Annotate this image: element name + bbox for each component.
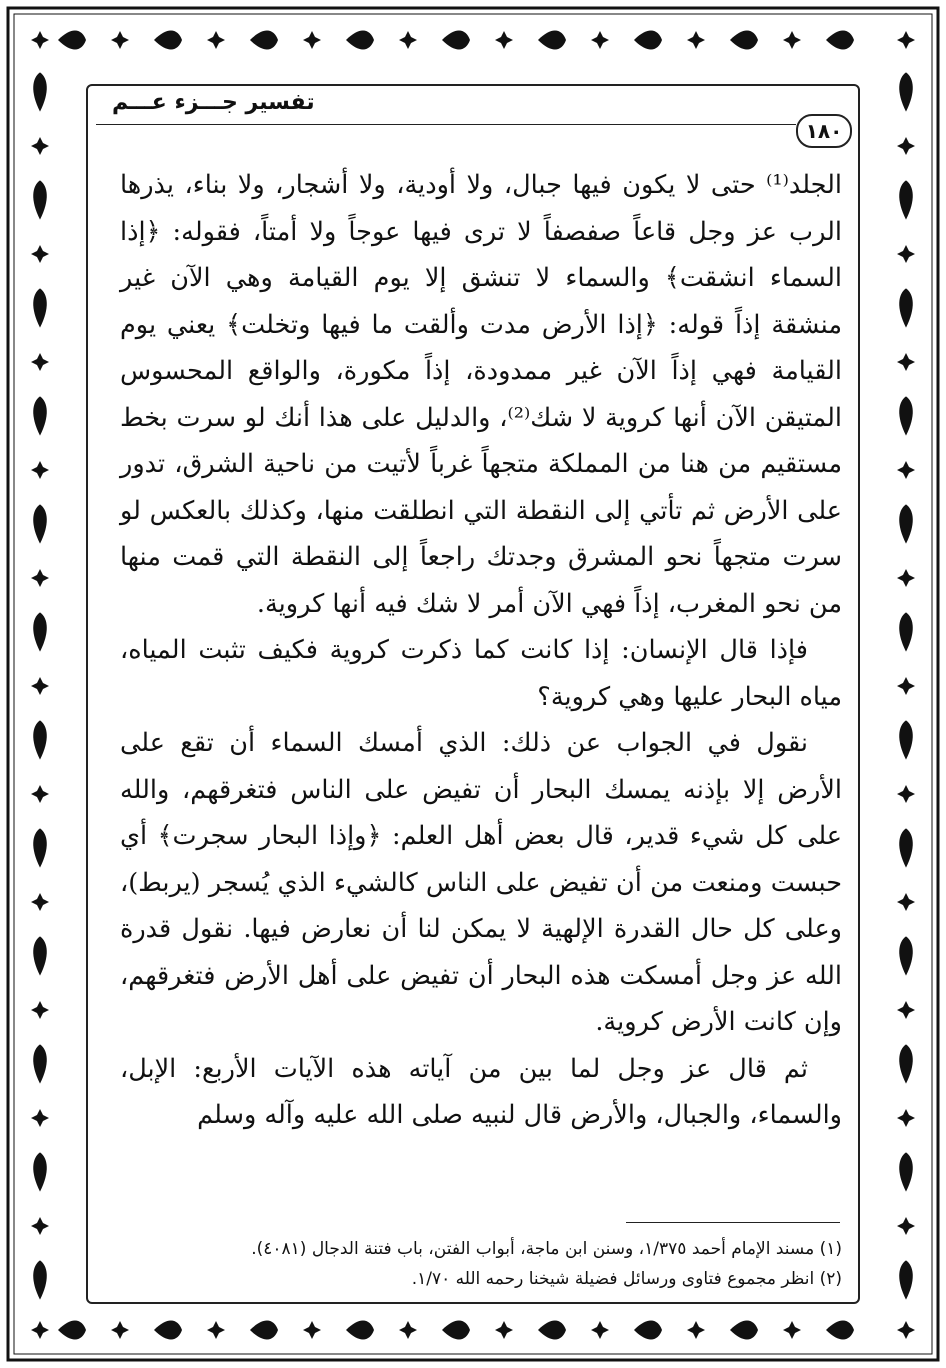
footnote: (١) مسند الإمام أحمد ١/٣٧٥، وسنن ابن ماجة، أبواب الفتن، باب فتنة الدجال (٤٠٨١).: [251, 1239, 842, 1259]
paragraph: ثم قال عز وجل لما بين من آياته هذه الآيات الأربع: الإبل، والسماء، والجبال، والأرض قال لنبيه صلى الله عليه وآله وسلم: [120, 1053, 842, 1130]
header-rule: [96, 124, 796, 125]
footnote-rule: [626, 1222, 840, 1223]
running-header-title: تفسير جـــزء عـــم: [112, 90, 315, 115]
main-text: [120, 162, 842, 1139]
paragraph: الجلد⁽¹⁾ حتى لا يكون فيها جبال، ولا أودية، ولا أشجار، ولا بناء، يذرها الرب عز وجل قاعاً صفصفاً لا ترى فيها عوجاً ولا أمتاً، فقوله: ﴿إذا السماء انشقت﴾ والسماء لا تنشق إلا يوم القيامة وهي الآن غير منشقة إذاً قوله: ﴿إذا الأرض مدت وألقت ما فيها وتخلت﴾ يعني يوم القيامة فهي إذاً الآن غير ممدودة، إذاً مكورة، والواقع المحسوس المتيقن الآن أنها كروية لا شك⁽²⁾، والدليل على هذا أنك لو سرت بخط مستقيم من هنا من المملكة متجهاً غرباً لأتيت من ناحية الشرق، تدور على الأرض ثم تأتي إلى النقطة التي انطلقت منها، وكذلك بالعكس لو سرت متجهاً نحو المشرق وجدتك راجعاً إلى النقطة التي قمت منها من نحو المغرب، إذاً فهي الآن أمر لا شك فيه أنها كروية.: [120, 170, 843, 619]
footnotes: [120, 1234, 842, 1294]
footnote: (٢) انظر مجموع فتاوى ورسائل فضيلة شيخنا رحمه الله ١/٧٠.: [411, 1269, 842, 1289]
paragraph: فإذا قال الإنسان: إذا كانت كما ذكرت كروية فكيف تثبت المياه، مياه البحار عليها وهي كروية؟: [120, 635, 842, 712]
page-number: ١٨٠: [796, 114, 852, 148]
paragraph: نقول في الجواب عن ذلك: الذي أمسك السماء أن تقع على الأرض إلا بإذنه يمسك البحار أن تفيض على الناس فتغرقهم، والله على كل شيء قدير، قال بعض أهل العلم: ﴿وإذا البحار سجرت﴾ أي حبست ومنعت من أن تفيض على الناس كالشيء الذي يُسجر (يربط)، وعلى كل حال القدرة الإلهية لا يمكن لنا أن نعارض فيها. نقول قدرة الله عز وجل أمسكت هذه البحار أن تفيض على أهل الأرض فتغرقهم، وإن كانت الأرض كروية.: [120, 728, 842, 1037]
